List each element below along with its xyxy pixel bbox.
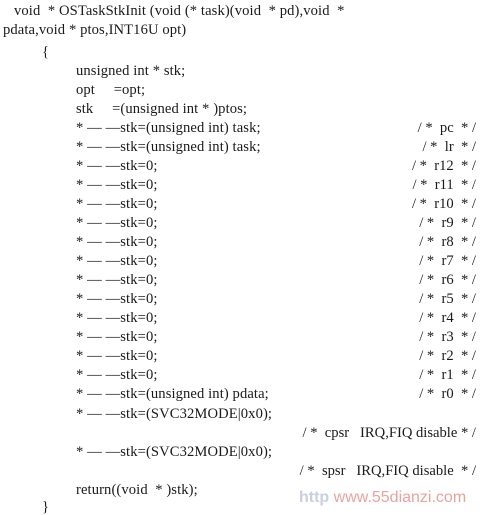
- stk-declaration: unsigned int * stk;: [76, 63, 186, 79]
- stack-line-comment: / * r6 * /: [419, 272, 476, 288]
- stack-line-code: * — —stk=(unsigned int) task;: [76, 139, 261, 155]
- stack-line-comment: / * r9 * /: [419, 215, 476, 231]
- stack-line-comment: / * r12 * /: [411, 158, 476, 174]
- stack-line-comment: / * r5 * /: [419, 291, 476, 307]
- watermark: [299, 489, 466, 507]
- cpsr-comment: / * cpsr IRQ,FIQ disable * /: [302, 425, 476, 441]
- stack-line-code: * — —stk=0;: [76, 253, 158, 269]
- stack-line-code: * — —stk=(unsigned int) pdata;: [76, 386, 269, 402]
- stack-line-code: * — —stk=0;: [76, 367, 158, 383]
- stack-line-code: * — —stk=0;: [76, 158, 158, 174]
- cpsr-line: * — —stk=(SVC32MODE|0x0);: [76, 406, 273, 422]
- stack-line-code: * — —stk=0;: [76, 177, 158, 193]
- stack-line-code: * — —stk=(unsigned int) task;: [76, 120, 261, 136]
- stack-line-comment: / * r1 * /: [419, 367, 476, 383]
- signature-line-1: void * OSTaskStkInit (void (* task)(void * pd),void *: [14, 3, 345, 19]
- stack-line-code: * — —stk=0;: [76, 234, 158, 250]
- watermark-text: www.55dianzi.com: [333, 489, 467, 506]
- close-brace: }: [42, 499, 50, 515]
- stack-line-comment: / * pc * /: [417, 120, 476, 136]
- stk-assignment: stk =(unsigned int * )ptos;: [76, 101, 248, 117]
- spsr-line: * — —stk=(SVC32MODE|0x0);: [76, 444, 273, 460]
- stack-line-comment: / * r2 * /: [419, 348, 476, 364]
- spsr-comment: / * spsr IRQ,FIQ disable * /: [299, 463, 476, 479]
- stack-line-code: * — —stk=0;: [76, 348, 158, 364]
- stack-line-code: * — —stk=0;: [76, 310, 158, 326]
- stack-line-comment: / * r7 * /: [419, 253, 476, 269]
- stack-line-code: * — —stk=0;: [76, 196, 158, 212]
- stack-line-comment: / * r8 * /: [419, 234, 476, 250]
- stack-line-code: * — —stk=0;: [76, 272, 158, 288]
- stack-line-comment: / * r0 * /: [419, 386, 476, 402]
- signature-line-2: pdata,void * ptos,INT16U opt): [3, 22, 187, 38]
- stack-line-comment: / * r11 * /: [412, 177, 476, 193]
- stack-line-comment: / * r3 * /: [419, 329, 476, 345]
- stack-line-code: * — —stk=0;: [76, 215, 158, 231]
- opt-assignment: opt =opt;: [76, 82, 146, 98]
- watermark-prefix: http: [299, 489, 330, 506]
- return-line: return((void * )stk);: [76, 482, 198, 498]
- stack-line-comment: / * r10 * /: [411, 196, 476, 212]
- stack-line-comment: / * r4 * /: [419, 310, 476, 326]
- open-brace: {: [42, 44, 50, 60]
- stack-line-code: * — —stk=0;: [76, 291, 158, 307]
- stack-line-code: * — —stk=0;: [76, 329, 158, 345]
- stack-line-comment: / * lr * /: [422, 139, 476, 155]
